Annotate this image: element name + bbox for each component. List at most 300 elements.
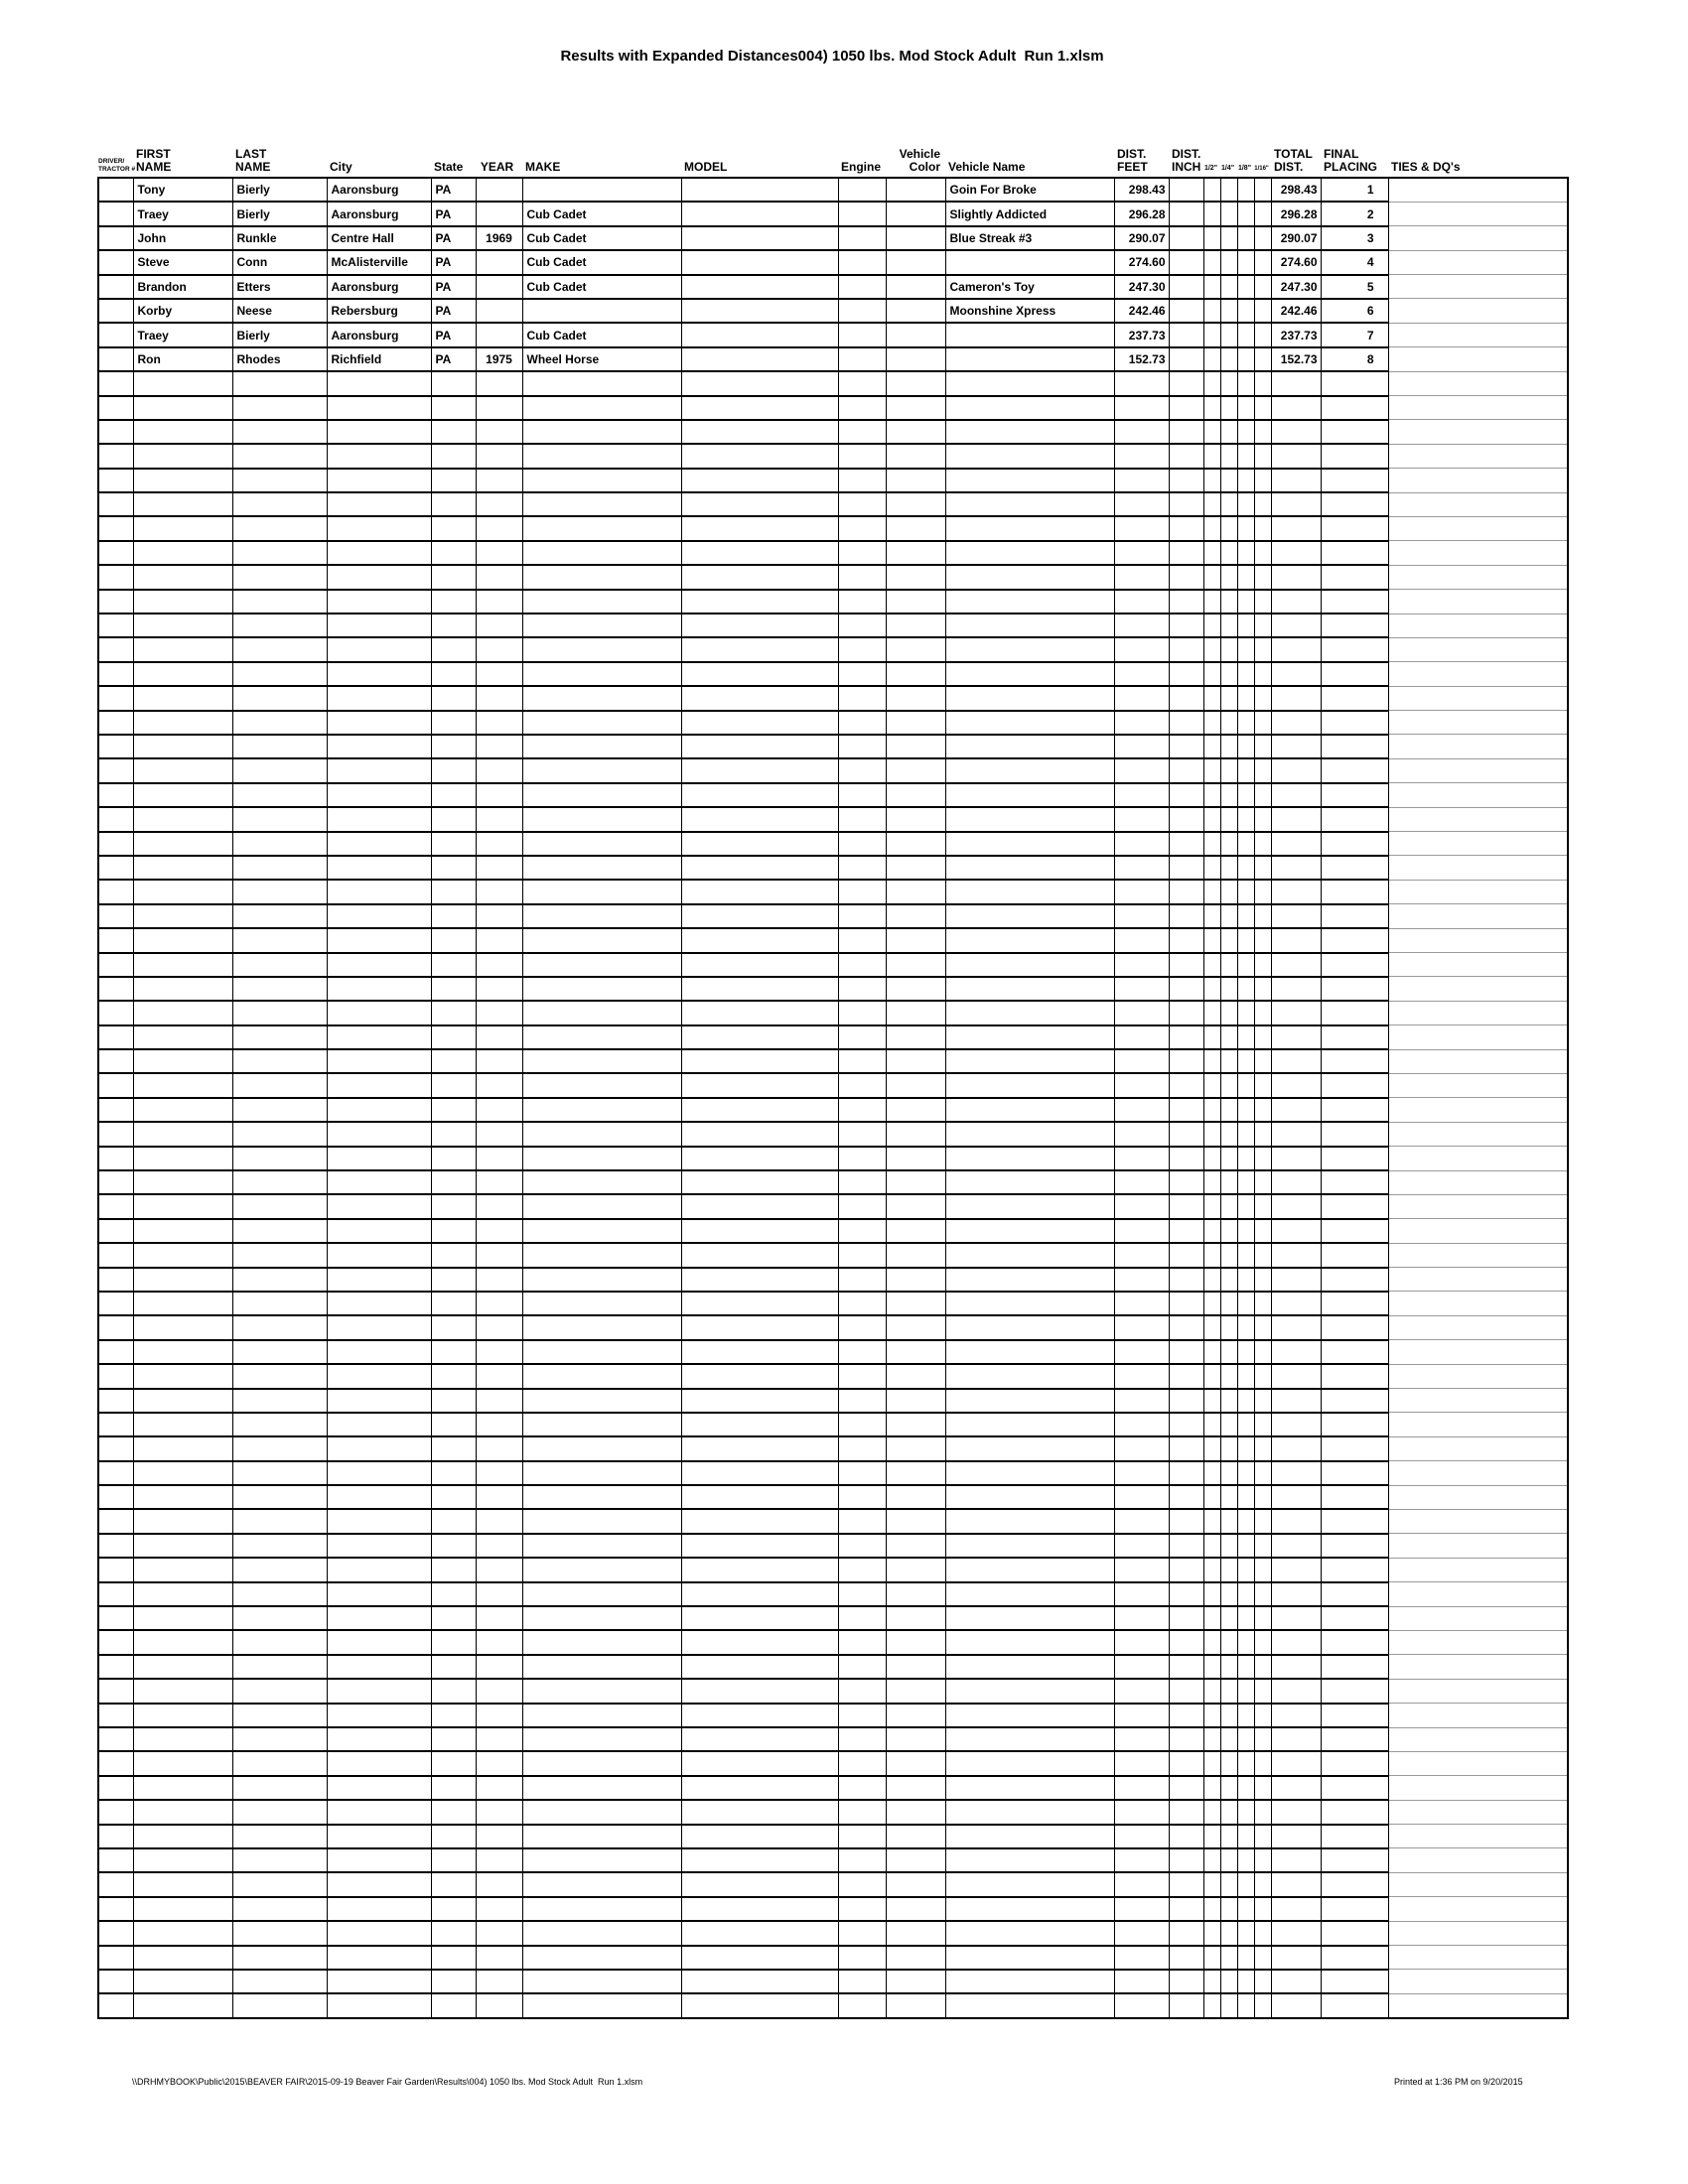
cell-quarter_inch [1220, 1993, 1237, 2017]
cell-dist_inch [1169, 1025, 1203, 1049]
cell-vehicle_name [945, 758, 1114, 782]
cell-total_dist [1271, 880, 1321, 903]
cell-vehicle_color [886, 347, 945, 371]
cell-state [431, 1679, 476, 1703]
cell-last_name [232, 614, 327, 637]
empty-table-row [98, 1025, 1568, 1049]
cell-vehicle_color [886, 832, 945, 856]
cell-first_name [133, 1727, 232, 1751]
footer-print-stamp: Printed at 1:36 PM on 9/20/2015 [1394, 2077, 1523, 2087]
cell-sixteenth_inch [1254, 1582, 1271, 1606]
cell-vehicle_name [945, 686, 1114, 710]
cell-dist_feet [1114, 1485, 1169, 1509]
cell-last_name [232, 1655, 327, 1679]
cell-year [476, 1606, 522, 1630]
cell-quarter_inch [1220, 469, 1237, 492]
cell-total_dist [1271, 1219, 1321, 1243]
cell-half_inch [1203, 1921, 1220, 1945]
cell-dist_inch [1169, 1582, 1203, 1606]
cell-city [327, 1025, 431, 1049]
cell-dist_feet: 152.73 [1114, 347, 1169, 371]
cell-last_name [232, 1679, 327, 1703]
cell-engine [838, 953, 886, 977]
cell-ties_dqs [1388, 1582, 1568, 1606]
cell-dist_inch [1169, 1049, 1203, 1073]
cell-ties_dqs [1388, 1655, 1568, 1679]
cell-city [327, 492, 431, 516]
cell-driver_tractor [98, 1147, 133, 1170]
cell-eighth_inch [1237, 371, 1254, 395]
cell-last_name [232, 1825, 327, 1848]
cell-final_placing [1321, 420, 1388, 444]
cell-eighth_inch [1237, 1655, 1254, 1679]
cell-first_name [133, 1509, 232, 1533]
cell-driver_tractor [98, 347, 133, 371]
cell-last_name [232, 928, 327, 952]
cell-model [681, 1389, 838, 1413]
empty-table-row [98, 1897, 1568, 1921]
cell-model [681, 1268, 838, 1292]
cell-dist_feet [1114, 1194, 1169, 1218]
cell-eighth_inch [1237, 711, 1254, 735]
cell-driver_tractor [98, 1946, 133, 1970]
cell-vehicle_color [886, 371, 945, 395]
cell-total_dist [1271, 1993, 1321, 2017]
cell-engine [838, 880, 886, 903]
cell-dist_inch [1169, 1243, 1203, 1267]
cell-make [522, 1751, 681, 1775]
cell-last_name [232, 1485, 327, 1509]
cell-state [431, 832, 476, 856]
cell-city [327, 1776, 431, 1800]
cell-vehicle_name [945, 1897, 1114, 1921]
cell-first_name [133, 880, 232, 903]
cell-city [327, 565, 431, 589]
cell-driver_tractor [98, 1606, 133, 1630]
cell-engine [838, 1413, 886, 1436]
cell-state [431, 1268, 476, 1292]
cell-total_dist [1271, 1970, 1321, 1993]
cell-dist_inch [1169, 1509, 1203, 1533]
cell-year [476, 1122, 522, 1146]
cell-city: Centre Hall [327, 226, 431, 250]
cell-model [681, 637, 838, 661]
cell-eighth_inch [1237, 1049, 1254, 1073]
cell-last_name: Runkle [232, 226, 327, 250]
cell-dist_feet [1114, 1800, 1169, 1824]
cell-vehicle_color [886, 1776, 945, 1800]
cell-vehicle_color [886, 1122, 945, 1146]
cell-vehicle_color [886, 1413, 945, 1436]
cell-half_inch [1203, 1606, 1220, 1630]
cell-total_dist [1271, 1704, 1321, 1727]
cell-make [522, 977, 681, 1001]
cell-model [681, 396, 838, 420]
cell-last_name [232, 1993, 327, 2017]
cell-make [522, 807, 681, 831]
cell-final_placing [1321, 1848, 1388, 1872]
cell-total_dist [1271, 1921, 1321, 1945]
cell-dist_feet: 296.28 [1114, 202, 1169, 225]
cell-first_name [133, 758, 232, 782]
cell-state [431, 1485, 476, 1509]
cell-year [476, 1049, 522, 1073]
cell-total_dist [1271, 565, 1321, 589]
cell-city [327, 637, 431, 661]
cell-eighth_inch [1237, 1194, 1254, 1218]
cell-dist_feet [1114, 1219, 1169, 1243]
cell-first_name [133, 1170, 232, 1194]
cell-total_dist [1271, 1751, 1321, 1775]
cell-city [327, 1364, 431, 1388]
column-header-dist_inch: DIST. INCH [1172, 147, 1201, 174]
cell-dist_feet: 237.73 [1114, 323, 1169, 346]
cell-dist_inch [1169, 758, 1203, 782]
cell-vehicle_color [886, 1025, 945, 1049]
cell-dist_feet [1114, 1582, 1169, 1606]
cell-ties_dqs [1388, 735, 1568, 758]
cell-quarter_inch [1220, 444, 1237, 468]
cell-dist_feet [1114, 1993, 1169, 2017]
cell-vehicle_color [886, 323, 945, 346]
cell-final_placing [1321, 1073, 1388, 1097]
cell-driver_tractor [98, 1122, 133, 1146]
cell-eighth_inch [1237, 250, 1254, 274]
cell-total_dist [1271, 1364, 1321, 1388]
cell-driver_tractor [98, 590, 133, 614]
cell-dist_inch [1169, 1219, 1203, 1243]
cell-vehicle_name [945, 1534, 1114, 1558]
cell-model [681, 807, 838, 831]
cell-vehicle_color [886, 711, 945, 735]
cell-half_inch [1203, 250, 1220, 274]
cell-sixteenth_inch [1254, 1461, 1271, 1485]
cell-year [476, 1025, 522, 1049]
cell-quarter_inch [1220, 977, 1237, 1001]
cell-state: PA [431, 275, 476, 299]
cell-vehicle_name [945, 1436, 1114, 1460]
cell-dist_inch [1169, 1679, 1203, 1703]
cell-year [476, 323, 522, 346]
table-row [98, 250, 1568, 274]
empty-table-row [98, 1485, 1568, 1509]
empty-table-row [98, 492, 1568, 516]
cell-state [431, 516, 476, 540]
cell-driver_tractor [98, 832, 133, 856]
cell-vehicle_color [886, 469, 945, 492]
cell-dist_feet [1114, 444, 1169, 468]
cell-model [681, 953, 838, 977]
cell-last_name [232, 1001, 327, 1024]
cell-half_inch [1203, 904, 1220, 928]
cell-ties_dqs [1388, 1461, 1568, 1485]
cell-vehicle_color [886, 1921, 945, 1945]
cell-first_name [133, 953, 232, 977]
cell-state [431, 1364, 476, 1388]
cell-vehicle_name [945, 662, 1114, 686]
cell-last_name [232, 1147, 327, 1170]
cell-half_inch [1203, 783, 1220, 807]
cell-vehicle_name [945, 1776, 1114, 1800]
cell-driver_tractor [98, 1848, 133, 1872]
cell-make [522, 1073, 681, 1097]
cell-quarter_inch [1220, 735, 1237, 758]
cell-half_inch [1203, 928, 1220, 952]
cell-half_inch [1203, 1243, 1220, 1267]
cell-half_inch [1203, 614, 1220, 637]
cell-vehicle_color [886, 1751, 945, 1775]
cell-city [327, 711, 431, 735]
cell-quarter_inch [1220, 492, 1237, 516]
empty-table-row [98, 1751, 1568, 1775]
cell-vehicle_name [945, 1243, 1114, 1267]
cell-ties_dqs [1388, 1727, 1568, 1751]
cell-quarter_inch [1220, 541, 1237, 565]
cell-first_name [133, 1315, 232, 1339]
cell-vehicle_color [886, 1848, 945, 1872]
cell-vehicle_name [945, 1098, 1114, 1122]
cell-model [681, 1292, 838, 1315]
cell-final_placing [1321, 1534, 1388, 1558]
cell-year [476, 1727, 522, 1751]
cell-dist_inch [1169, 1751, 1203, 1775]
cell-state: PA [431, 226, 476, 250]
cell-total_dist [1271, 1485, 1321, 1509]
cell-model [681, 541, 838, 565]
cell-dist_feet [1114, 928, 1169, 952]
cell-model [681, 1001, 838, 1024]
cell-eighth_inch [1237, 590, 1254, 614]
cell-driver_tractor [98, 1413, 133, 1436]
cell-vehicle_name [945, 541, 1114, 565]
cell-city [327, 469, 431, 492]
cell-dist_inch [1169, 371, 1203, 395]
cell-dist_feet [1114, 1268, 1169, 1292]
cell-half_inch [1203, 1970, 1220, 1993]
cell-last_name [232, 1049, 327, 1073]
cell-ties_dqs [1388, 1921, 1568, 1945]
cell-quarter_inch [1220, 1606, 1237, 1630]
cell-year [476, 735, 522, 758]
cell-half_inch [1203, 590, 1220, 614]
cell-final_placing [1321, 1413, 1388, 1436]
cell-city [327, 1751, 431, 1775]
cell-dist_inch [1169, 783, 1203, 807]
column-header-first_name: FIRST NAME [136, 147, 172, 174]
cell-year [476, 1679, 522, 1703]
cell-sixteenth_inch [1254, 323, 1271, 346]
cell-dist_inch [1169, 1993, 1203, 2017]
cell-eighth_inch [1237, 492, 1254, 516]
cell-engine [838, 1049, 886, 1073]
cell-quarter_inch [1220, 1219, 1237, 1243]
cell-engine [838, 1534, 886, 1558]
cell-city [327, 371, 431, 395]
cell-driver_tractor [98, 783, 133, 807]
cell-city [327, 1485, 431, 1509]
cell-quarter_inch [1220, 856, 1237, 880]
cell-ties_dqs [1388, 1993, 1568, 2017]
cell-ties_dqs [1388, 1194, 1568, 1218]
cell-ties_dqs [1388, 758, 1568, 782]
cell-half_inch [1203, 1170, 1220, 1194]
cell-eighth_inch [1237, 1268, 1254, 1292]
empty-table-row [98, 1389, 1568, 1413]
cell-total_dist [1271, 953, 1321, 977]
cell-ties_dqs [1388, 1122, 1568, 1146]
cell-quarter_inch [1220, 202, 1237, 225]
cell-vehicle_color [886, 1872, 945, 1896]
cell-last_name [232, 1436, 327, 1460]
cell-dist_inch [1169, 516, 1203, 540]
cell-year [476, 275, 522, 299]
cell-first_name [133, 904, 232, 928]
cell-quarter_inch [1220, 1655, 1237, 1679]
cell-total_dist [1271, 807, 1321, 831]
cell-dist_feet [1114, 1509, 1169, 1533]
cell-driver_tractor [98, 686, 133, 710]
cell-ties_dqs [1388, 178, 1568, 202]
cell-dist_inch [1169, 1872, 1203, 1896]
cell-eighth_inch [1237, 396, 1254, 420]
cell-ties_dqs [1388, 1848, 1568, 1872]
cell-make [522, 1340, 681, 1364]
cell-ties_dqs [1388, 299, 1568, 323]
cell-city: McAlisterville [327, 250, 431, 274]
cell-dist_inch [1169, 178, 1203, 202]
cell-city [327, 1655, 431, 1679]
cell-last_name [232, 1534, 327, 1558]
cell-quarter_inch [1220, 928, 1237, 952]
cell-sixteenth_inch [1254, 516, 1271, 540]
cell-eighth_inch [1237, 541, 1254, 565]
cell-half_inch [1203, 953, 1220, 977]
column-header-dist_feet: DIST. FEET [1117, 147, 1148, 174]
empty-table-row [98, 735, 1568, 758]
cell-dist_feet [1114, 1389, 1169, 1413]
cell-total_dist [1271, 1582, 1321, 1606]
cell-ties_dqs [1388, 275, 1568, 299]
empty-table-row [98, 1848, 1568, 1872]
cell-year [476, 1970, 522, 1993]
cell-first_name [133, 928, 232, 952]
cell-model [681, 202, 838, 225]
cell-vehicle_name [945, 637, 1114, 661]
cell-state [431, 1848, 476, 1872]
cell-final_placing [1321, 1340, 1388, 1364]
cell-first_name: Traey [133, 202, 232, 225]
cell-make [522, 444, 681, 468]
empty-table-row [98, 1872, 1568, 1896]
cell-engine [838, 832, 886, 856]
cell-vehicle_name [945, 420, 1114, 444]
cell-first_name [133, 396, 232, 420]
cell-vehicle_name [945, 1872, 1114, 1896]
cell-sixteenth_inch [1254, 1872, 1271, 1896]
cell-first_name [133, 1993, 232, 2017]
cell-dist_inch [1169, 347, 1203, 371]
cell-final_placing [1321, 1268, 1388, 1292]
cell-state [431, 1122, 476, 1146]
cell-first_name [133, 686, 232, 710]
cell-first_name [133, 1436, 232, 1460]
cell-year [476, 1946, 522, 1970]
cell-dist_feet [1114, 1001, 1169, 1024]
cell-make [522, 1436, 681, 1460]
cell-city [327, 1170, 431, 1194]
cell-sixteenth_inch [1254, 1558, 1271, 1581]
cell-half_inch [1203, 1993, 1220, 2017]
column-header-engine: Engine [841, 160, 882, 174]
cell-year [476, 1704, 522, 1727]
cell-vehicle_name [945, 1970, 1114, 1993]
cell-state [431, 637, 476, 661]
cell-dist_feet [1114, 1630, 1169, 1654]
cell-vehicle_color [886, 299, 945, 323]
cell-city [327, 758, 431, 782]
cell-quarter_inch [1220, 953, 1237, 977]
cell-dist_inch [1169, 711, 1203, 735]
cell-vehicle_color [886, 1389, 945, 1413]
cell-make [522, 1170, 681, 1194]
cell-eighth_inch [1237, 1751, 1254, 1775]
cell-vehicle_color [886, 904, 945, 928]
cell-dist_feet [1114, 1170, 1169, 1194]
cell-vehicle_color [886, 250, 945, 274]
cell-sixteenth_inch [1254, 1534, 1271, 1558]
cell-vehicle_color [886, 1340, 945, 1364]
cell-dist_feet [1114, 880, 1169, 903]
cell-half_inch [1203, 1025, 1220, 1049]
cell-half_inch [1203, 758, 1220, 782]
column-header-total_dist: TOTAL DIST. [1274, 147, 1313, 174]
cell-year [476, 1389, 522, 1413]
cell-vehicle_name [945, 323, 1114, 346]
cell-quarter_inch [1220, 516, 1237, 540]
cell-ties_dqs [1388, 1825, 1568, 1848]
cell-model [681, 565, 838, 589]
cell-engine [838, 1461, 886, 1485]
cell-dist_inch [1169, 953, 1203, 977]
cell-first_name [133, 371, 232, 395]
cell-final_placing [1321, 1292, 1388, 1315]
cell-final_placing: 8 [1321, 347, 1388, 371]
cell-dist_inch [1169, 1170, 1203, 1194]
cell-model [681, 347, 838, 371]
cell-dist_inch [1169, 250, 1203, 274]
empty-table-row [98, 1436, 1568, 1460]
cell-city [327, 1413, 431, 1436]
cell-quarter_inch [1220, 904, 1237, 928]
empty-table-row [98, 1582, 1568, 1606]
cell-sixteenth_inch [1254, 275, 1271, 299]
cell-vehicle_name [945, 444, 1114, 468]
cell-last_name [232, 904, 327, 928]
cell-final_placing [1321, 807, 1388, 831]
cell-final_placing: 2 [1321, 202, 1388, 225]
cell-first_name: Tony [133, 178, 232, 202]
cell-eighth_inch [1237, 1800, 1254, 1824]
cell-last_name [232, 469, 327, 492]
cell-last_name [232, 1946, 327, 1970]
cell-state: PA [431, 323, 476, 346]
cell-model [681, 1098, 838, 1122]
cell-total_dist [1271, 1606, 1321, 1630]
cell-first_name [133, 1921, 232, 1945]
cell-final_placing [1321, 1147, 1388, 1170]
cell-total_dist [1271, 1509, 1321, 1533]
cell-vehicle_name [945, 1993, 1114, 2017]
